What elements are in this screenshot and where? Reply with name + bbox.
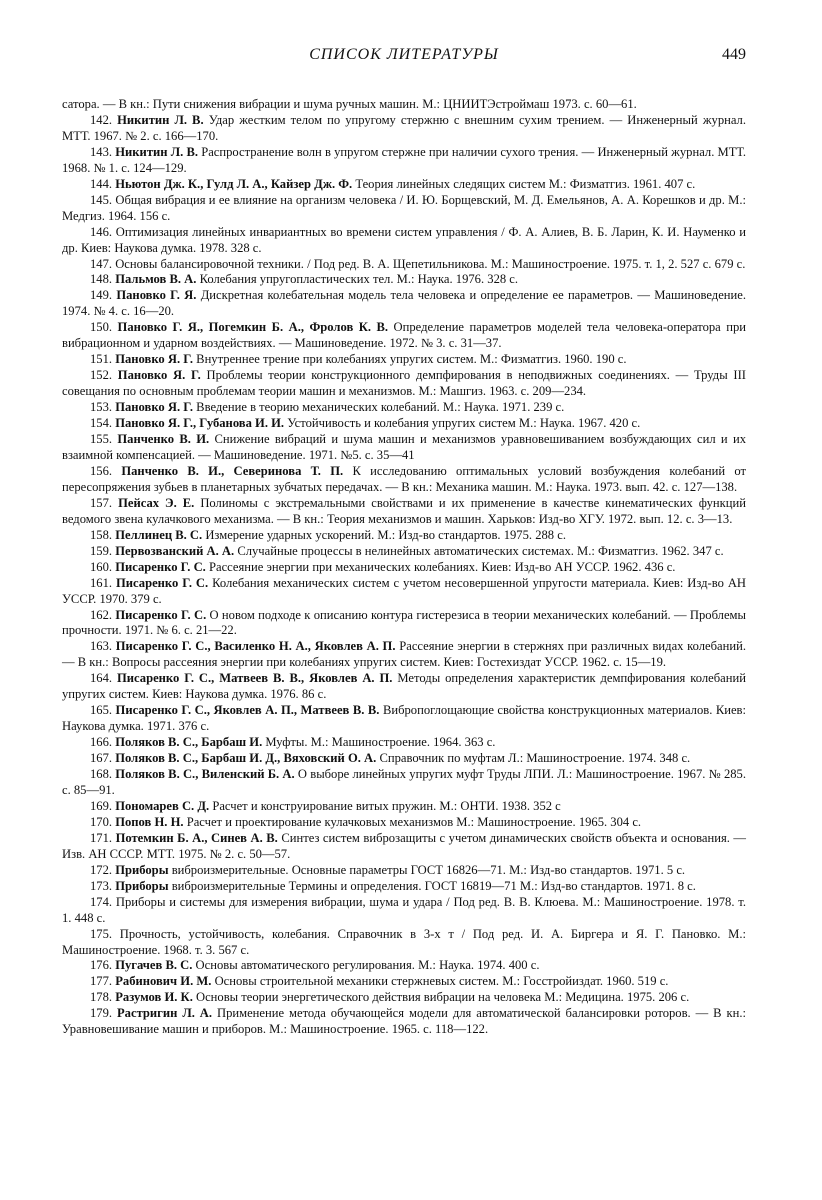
- reference-number: 148.: [90, 272, 113, 287]
- reference-entry: [62, 703, 746, 735]
- reference-number: 163.: [90, 639, 113, 654]
- reference-entry: [62, 608, 746, 640]
- reference-entry: [62, 863, 746, 879]
- reference-entry: [62, 879, 746, 895]
- reference-text: Колебания механических систем с учетом несовершенной упругости материала. Киев: Изд-во АН УССР. 1970. 379 с.: [62, 575, 747, 606]
- reference-text: К исследованию оптимальных условий возбуждения колебаний от пересопряжения зубьев в планетарных зубчатых передачах. — В кн.: Механика машин. М.: Наука. 1973. вып. 42. с. 127—138.: [62, 463, 746, 494]
- reference-authors: Рабинович И. М.: [115, 974, 212, 989]
- reference-entry: [62, 751, 746, 767]
- reference-number: 160.: [90, 559, 113, 574]
- reference-number: 142.: [90, 112, 113, 127]
- reference-authors: Панченко В. И.: [117, 432, 210, 447]
- reference-text: Оптимизация линейных инвариантных во времени систем управления / Ф. А. Алиев, В. Б. Ларин, К. И. Науменко и др. Киев: Наукова думка. 1978. 328 с.: [62, 224, 746, 255]
- reference-list: [62, 97, 746, 1038]
- reference-text: Расчет и конструирование витых пружин. М.: ОНТИ. 1938. 352 с: [212, 798, 561, 813]
- reference-entry: [62, 97, 746, 113]
- reference-entry: [62, 193, 746, 225]
- reference-number: 165.: [90, 703, 113, 718]
- reference-text: Приборы и системы для измерения вибрации, шума и удара / Под ред. В. В. Клюева. М.: Машиностроение. 1978. т. 1. 448 с.: [62, 894, 746, 925]
- reference-text: виброизмерительные Термины и определения. ГОСТ 16819—71 М.: Изд-во стандартов. 1971. 8 с.: [171, 878, 696, 893]
- reference-entry: [62, 767, 746, 799]
- running-title: СПИСОК ЛИТЕРАТУРЫ: [309, 46, 499, 63]
- reference-text: Муфты. М.: Машиностроение. 1964. 363 с.: [265, 735, 496, 750]
- reference-entry: [62, 735, 746, 751]
- reference-text: Снижение вибраций и шума машин и механизмов уравновешиванием возбуждающих сил и их взаимной компенсацией. — Машиноведение. 1971. №5. с. 35—41: [62, 432, 746, 462]
- reference-number: 166.: [90, 735, 113, 750]
- reference-entry: [62, 416, 746, 432]
- reference-text: Расчет и проектирование кулачковых механизмов М.: Машиностроение. 1965. 304 с.: [186, 814, 642, 829]
- reference-entry: [62, 639, 746, 671]
- reference-authors: Писаренко Г. С., Матвеев В. В., Яковлев А. П.: [116, 671, 393, 686]
- reference-entry: [62, 560, 746, 576]
- reference-authors: Пугачев В. С.: [115, 958, 193, 973]
- reference-text: Вибропоглощающие свойства конструкционных материалов. Киев: Наукова думка. 1971. 376 с.: [62, 703, 746, 734]
- reference-number: 176.: [90, 958, 113, 973]
- reference-text: Удар жестким телом по упругому стержню с внешним сухим трением. — Инженерный журнал. МТТ. 1967. № 2. с. 166—170.: [62, 112, 746, 143]
- reference-number: 175.: [90, 926, 113, 941]
- reference-text: Колебания упругопластических тел. М.: Наука. 1976. 328 с.: [199, 272, 519, 287]
- reference-entry: [62, 225, 746, 257]
- reference-authors: Писаренко Г. С., Яковлев А. П., Матвеев В. В.: [115, 703, 380, 718]
- reference-entry: [62, 927, 746, 959]
- reference-entry: [62, 288, 746, 320]
- reference-authors: Пановко Г. Я.: [116, 288, 197, 303]
- reference-number: 169.: [90, 798, 113, 813]
- reference-number: 167.: [90, 751, 113, 766]
- reference-text: Устойчивость и колебания упругих систем М.: Наука. 1967. 420 с.: [287, 416, 641, 431]
- reference-text: О новом подходе к описанию контура гистерезиса в теории механических колебаний. — Проблемы прочности. 1971. № 6. с. 21—22.: [62, 607, 746, 638]
- reference-entry: [62, 113, 746, 145]
- reference-entry: [62, 671, 746, 703]
- reference-authors: Писаренко Г. С.: [115, 559, 206, 574]
- reference-number: 178.: [90, 990, 113, 1005]
- reference-entry: [62, 320, 746, 352]
- reference-authors: Пономарев С. Д.: [115, 798, 210, 813]
- page-number: 449: [722, 46, 746, 63]
- reference-text: Определение параметров моделей тела человека-оператора при вибрационном и ударном воздействиях. — Машиноведение. 1972. № 3. с. 31—37.: [62, 320, 747, 351]
- reference-number: 153.: [90, 400, 113, 415]
- reference-entry: [62, 831, 746, 863]
- reference-text: виброизмерительные. Основные параметры ГОСТ 16826—71. М.: Изд-во стандартов. 1971. 5 с.: [171, 862, 686, 877]
- reference-text: Рассеяние энергии в стержнях при различных видах колебаний. — В кн.: Вопросы рассеяния энергии при колебаниях упругих систем. Киев: Гостехиздат УССР. 1962. с. 15—19.: [62, 639, 747, 670]
- reference-authors: Разумов И. К.: [115, 990, 193, 1005]
- reference-authors: Пейсах Э. Е.: [118, 495, 195, 510]
- reference-entry: [62, 815, 746, 831]
- reference-text: Введение в теорию механических колебаний. М.: Наука. 1971. 239 с.: [196, 400, 565, 415]
- reference-number: 150.: [90, 320, 113, 335]
- reference-text: Измерение ударных ускорений. М.: Изд-во стандартов. 1975. 288 с.: [205, 527, 566, 542]
- reference-number: 171.: [90, 830, 113, 845]
- reference-number: 162.: [90, 607, 113, 622]
- reference-number: 152.: [90, 368, 113, 383]
- reference-number: 173.: [90, 878, 113, 893]
- reference-entry: [62, 272, 746, 288]
- reference-entry: [62, 257, 746, 273]
- reference-authors: Писаренко Г. С.: [115, 575, 209, 590]
- reference-entry: [62, 368, 746, 400]
- reference-authors: Панченко В. И., Северинова Т. П.: [121, 463, 344, 478]
- reference-number: 158.: [90, 527, 113, 542]
- reference-entry: [62, 895, 746, 927]
- reference-text: Внутреннее трение при колебаниях упругих систем. М.: Физматгиз. 1960. 190 с.: [196, 352, 627, 367]
- reference-number: 144.: [90, 176, 113, 191]
- reference-authors: Поляков В. С., Барбаш И. Д., Вяховский О. А.: [115, 751, 377, 766]
- reference-text: Основы строительной механики стержневых систем. М.: Госстройиздат. 1960. 519 с.: [214, 974, 669, 989]
- reference-text: сатора. — В кн.: Пути снижения вибрации и шума ручных машин. М.: ЦНИИТЭстроймаш 1973. с. 60—61.: [62, 97, 637, 111]
- reference-authors: Первозванский А. А.: [115, 543, 235, 558]
- reference-entry: [62, 496, 746, 528]
- reference-authors: Пальмов В. А.: [115, 272, 197, 287]
- reference-number: 157.: [90, 495, 113, 510]
- reference-authors: Писаренко Г. С., Василенко Н. А., Яковлев А. П.: [115, 639, 396, 654]
- reference-authors: Пановко Я. Г.: [115, 400, 194, 415]
- reference-authors: Приборы: [115, 862, 169, 877]
- reference-text: Синтез систем виброзащиты с учетом динамических свойств объекта и основания. — Изв. АН СССР. МТТ. 1975. № 2. с. 50—57.: [62, 830, 747, 861]
- reference-number: 147.: [90, 256, 113, 271]
- reference-authors: Пановко Я. Г.: [115, 352, 194, 367]
- reference-entry: [62, 990, 746, 1006]
- reference-number: 174.: [90, 894, 113, 909]
- reference-number: 143.: [90, 144, 113, 159]
- reference-text: О выборе линейных упругих муфт Труды ЛПИ. Л.: Машиностроение. 1967. № 285. с. 85—91.: [62, 767, 747, 797]
- reference-authors: Поляков В. С., Виленский Б. А.: [115, 767, 295, 782]
- reference-text: Основы теории энергетического действия вибрации на человека М.: Медицина. 1975. 206 с.: [196, 990, 690, 1005]
- reference-authors: Никитин Л. В.: [117, 112, 204, 127]
- reference-entry: [62, 799, 746, 815]
- reference-number: 145.: [90, 192, 113, 207]
- reference-number: 170.: [90, 814, 113, 829]
- reference-authors: Пеллинец В. С.: [115, 527, 203, 542]
- reference-text: Распространение волн в упругом стержне при наличии сухого трения. — Инженерный журнал. МТТ. 1968. № 1. с. 124—129.: [62, 144, 747, 175]
- reference-authors: Растригин Л. А.: [116, 1006, 213, 1021]
- reference-text: Справочник по муфтам Л.: Машиностроение. 1974. 348 с.: [379, 751, 691, 766]
- reference-entry: [62, 576, 746, 608]
- reference-number: 161.: [90, 575, 113, 590]
- reference-authors: Пановко Г. Я., Погемкин Б. А., Фролов К. В.: [117, 320, 389, 335]
- reference-text: Рассеяние энергии при механических колебаниях. Киев: Изд-во АН УССР. 1962. 436 с.: [208, 559, 676, 574]
- reference-text: Основы автоматического регулирования. М.: Наука. 1974. 400 с.: [195, 958, 540, 973]
- reference-entry: [62, 974, 746, 990]
- reference-entry: [62, 958, 746, 974]
- reference-number: 149.: [90, 288, 113, 303]
- reference-number: 177.: [90, 974, 113, 989]
- reference-entry: [62, 432, 746, 464]
- reference-text: Дискретная колебательная модель тела человека и определение ее параметров. — Машиноведение. 1974. № 4. с. 16—20.: [62, 288, 746, 319]
- reference-number: 154.: [90, 416, 113, 431]
- reference-text: Методы определения характеристик демпфирования колебаний упругих систем. Киев: Наукова думка. 1976. 86 с.: [62, 671, 746, 702]
- reference-authors: Пановко Я. Г.: [117, 368, 201, 383]
- reference-text: Теория линейных следящих систем М.: Физматгиз. 1961. 407 с.: [355, 176, 696, 191]
- reference-authors: Пановко Я. Г., Губанова И. И.: [115, 416, 285, 431]
- reference-entry: [62, 400, 746, 416]
- reference-number: 156.: [90, 463, 113, 478]
- reference-text: Полиномы с экстремальными свойствами и их применение в качестве кинематических функций ведомого звена кулачкового механизма. — В кн.: Теория механизмов и машин. Харьков: Изд-во ХГУ. 1972. вып. 12. с. 3—13.: [62, 495, 747, 526]
- reference-authors: Никитин Л. В.: [115, 144, 198, 159]
- reference-entry: [62, 544, 746, 560]
- reference-entry: [62, 464, 746, 496]
- reference-text: Общая вибрация и ее влияние на организм человека / И. Ю. Борщевский, М. Д. Емельянов, А. А. Корешков и др. М.: Медгиз. 1964. 156 с.: [62, 192, 746, 223]
- reference-entry: [62, 528, 746, 544]
- reference-authors: Приборы: [115, 878, 169, 893]
- reference-text: Проблемы теории конструкционного демпфирования в неподвижных соединениях. — Труды III совещания по основным проблемам теории машин и механизмов. М.: Машгиз. 1963. с. 209—234.: [62, 368, 746, 399]
- reference-number: 159.: [90, 543, 113, 558]
- reference-authors: Поляков В. С., Барбаш И.: [115, 735, 263, 750]
- reference-number: 164.: [90, 671, 113, 686]
- reference-text: Прочность, устойчивость, колебания. Справочник в 3-х т / Под ред. И. А. Биргера и Я. Г. Пановко. М.: Машиностроение. 1968. т. 3. 567 с.: [62, 926, 746, 957]
- reference-entry: [62, 352, 746, 368]
- reference-authors: Ньютон Дж. К., Гулд Л. А., Кайзер Дж. Ф.: [115, 176, 353, 191]
- reference-number: 155.: [90, 432, 113, 447]
- reference-number: 146.: [90, 224, 113, 239]
- reference-authors: Писаренко Г. С.: [115, 607, 207, 622]
- reference-authors: Попов Н. Н.: [115, 814, 184, 829]
- reference-text: Случайные процессы в нелинейных автоматических системах. М.: Физматгиз. 1962. 347 с.: [237, 543, 724, 558]
- reference-text: Основы балансировочной техники. / Под ред. В. А. Щепетильникова. М.: Машиностроение. 1975. т. 1, 2. 527 с. 679 с.: [115, 256, 746, 271]
- reference-text: Применение метода обучающейся модели для автоматической балансировки роторов. — В кн.: Уравновешивание машин и приборов. М.: Машиностроение. 1965. с. 118—122.: [62, 1006, 746, 1037]
- reference-entry: [62, 145, 746, 177]
- running-header: [62, 46, 746, 70]
- reference-number: 172.: [90, 862, 113, 877]
- reference-entry: [62, 1006, 746, 1038]
- reference-authors: Потемкин Б. А., Синев А. В.: [115, 830, 278, 845]
- reference-number: 168.: [90, 767, 113, 782]
- reference-entry: [62, 177, 746, 193]
- reference-number: 179.: [90, 1006, 113, 1021]
- reference-number: 151.: [90, 352, 113, 367]
